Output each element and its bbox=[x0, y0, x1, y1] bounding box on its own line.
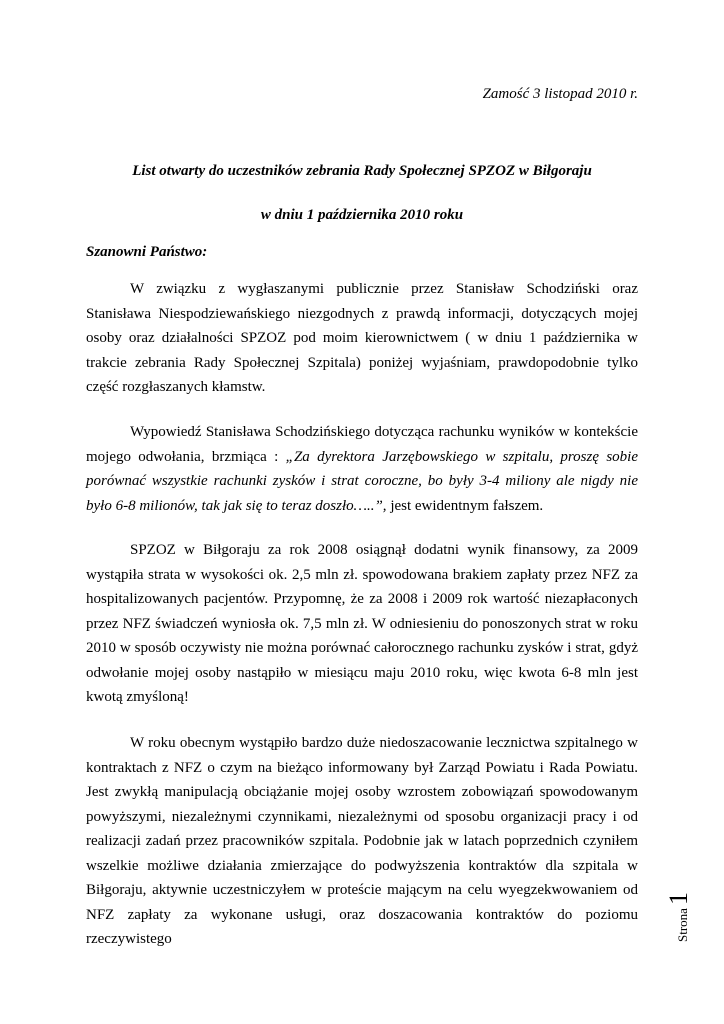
paragraph-2-quote: „Za dyrektora Jarzębowskiego w szpitalu, proszę sobie porównać wszystkie rachunki zysków i strat coroczne, bo były 3-4 miliony ale nigdy nie było 6-8 milionów, tak jak się to teraz doszło…..”, bbox=[86, 448, 638, 514]
paragraph-3 bbox=[86, 538, 638, 710]
paragraph-2 bbox=[86, 420, 638, 518]
paragraph-3-text: SPZOZ w Biłgoraju za rok 2008 osiągnął dodatni wynik finansowy, za 2009 wystąpiła strata w wysokości ok. 2,5 mln zł. spowodowana brakiem zapłaty przez NFZ za hospitalizowanych pacjentów. Przypomnę, że za 2008 i 2009 rok wartość niezapłaconych przez NFZ świadczeń wyniosła ok. 7,5 mln zł. W odniesieniu do ponoszonych strat w roku 2010 w sposób oczywisty nie można porównać całorocznego rachunku zysków i strat, gdyż odwołanie mojej osoby nastąpiło w miesiącu maju 2010 roku, więc kwota 6-8 mln jest kwotą zmyśloną! bbox=[86, 542, 638, 705]
salutation: Szanowni Państwo: bbox=[86, 244, 208, 260]
paragraph-1-text: W związku z wygłaszanymi publicznie przez Stanisław Schodziński oraz Stanisława Niespodziewańskiego niezgodnych z prawdą informacji, dotyczących mojej osoby oraz działalności SPZOZ pod moim kierownictwem ( w dniu 1 października w trakcie zebrania Rady Społecznej Szpitala) poniżej wyjaśniam, prawdopodobnie tylko część rozgłaszanych kłamstw. bbox=[86, 281, 638, 395]
paragraph-2-text-end: jest ewidentnym fałszem. bbox=[386, 497, 544, 514]
page-number: 1 bbox=[664, 892, 693, 906]
letter-date: Zamość 3 listopad 2010 r. bbox=[482, 86, 638, 102]
paragraph-4-text: W roku obecnym wystąpiło bardzo duże niedoszacowanie lecznictwa szpitalnego w kontraktach z NFZ o czym na bieżąco informowany był Zarząd Powiatu i Rada Powiatu. Jest zwykłą manipulacją obciążanie mojej osoby wzrostem zobowiązań spowodowanym powyższymi, niezależnymi czynnikami, niezależnymi od sposobu organizacji pracy i od realizacji zadań przez pracowników szpitala. Podobnie jak w latach poprzednich czyniłem wszelkie możliwe działania zmierzające do podwyższenia kontraktów dla szpitala w Biłgoraju, aktywnie uczestniczyłem w proteście mającym na celu wyegzekwowaniem od NFZ zapłaty za wykonane usługi, oraz doszacowania kontraktów do poziomu rzeczywistego bbox=[86, 735, 638, 947]
paragraph-1 bbox=[86, 277, 638, 400]
letter-title-date: w dniu 1 października 2010 roku bbox=[260, 207, 464, 223]
page-number-footer bbox=[664, 812, 698, 942]
page-word: Strona bbox=[675, 908, 690, 942]
paragraph-2-text-start: Wypowiedź Stanisława Schodzińskiego dotycząca rachunku wyników w kontekście mojego odwołania, brzmiąca : bbox=[86, 424, 638, 465]
page-number-rotated bbox=[664, 892, 694, 942]
paragraph-4 bbox=[86, 731, 638, 952]
letter-title: List otwarty do uczestników zebrania Rady Społecznej SPZOZ w Biłgoraju bbox=[132, 163, 592, 179]
